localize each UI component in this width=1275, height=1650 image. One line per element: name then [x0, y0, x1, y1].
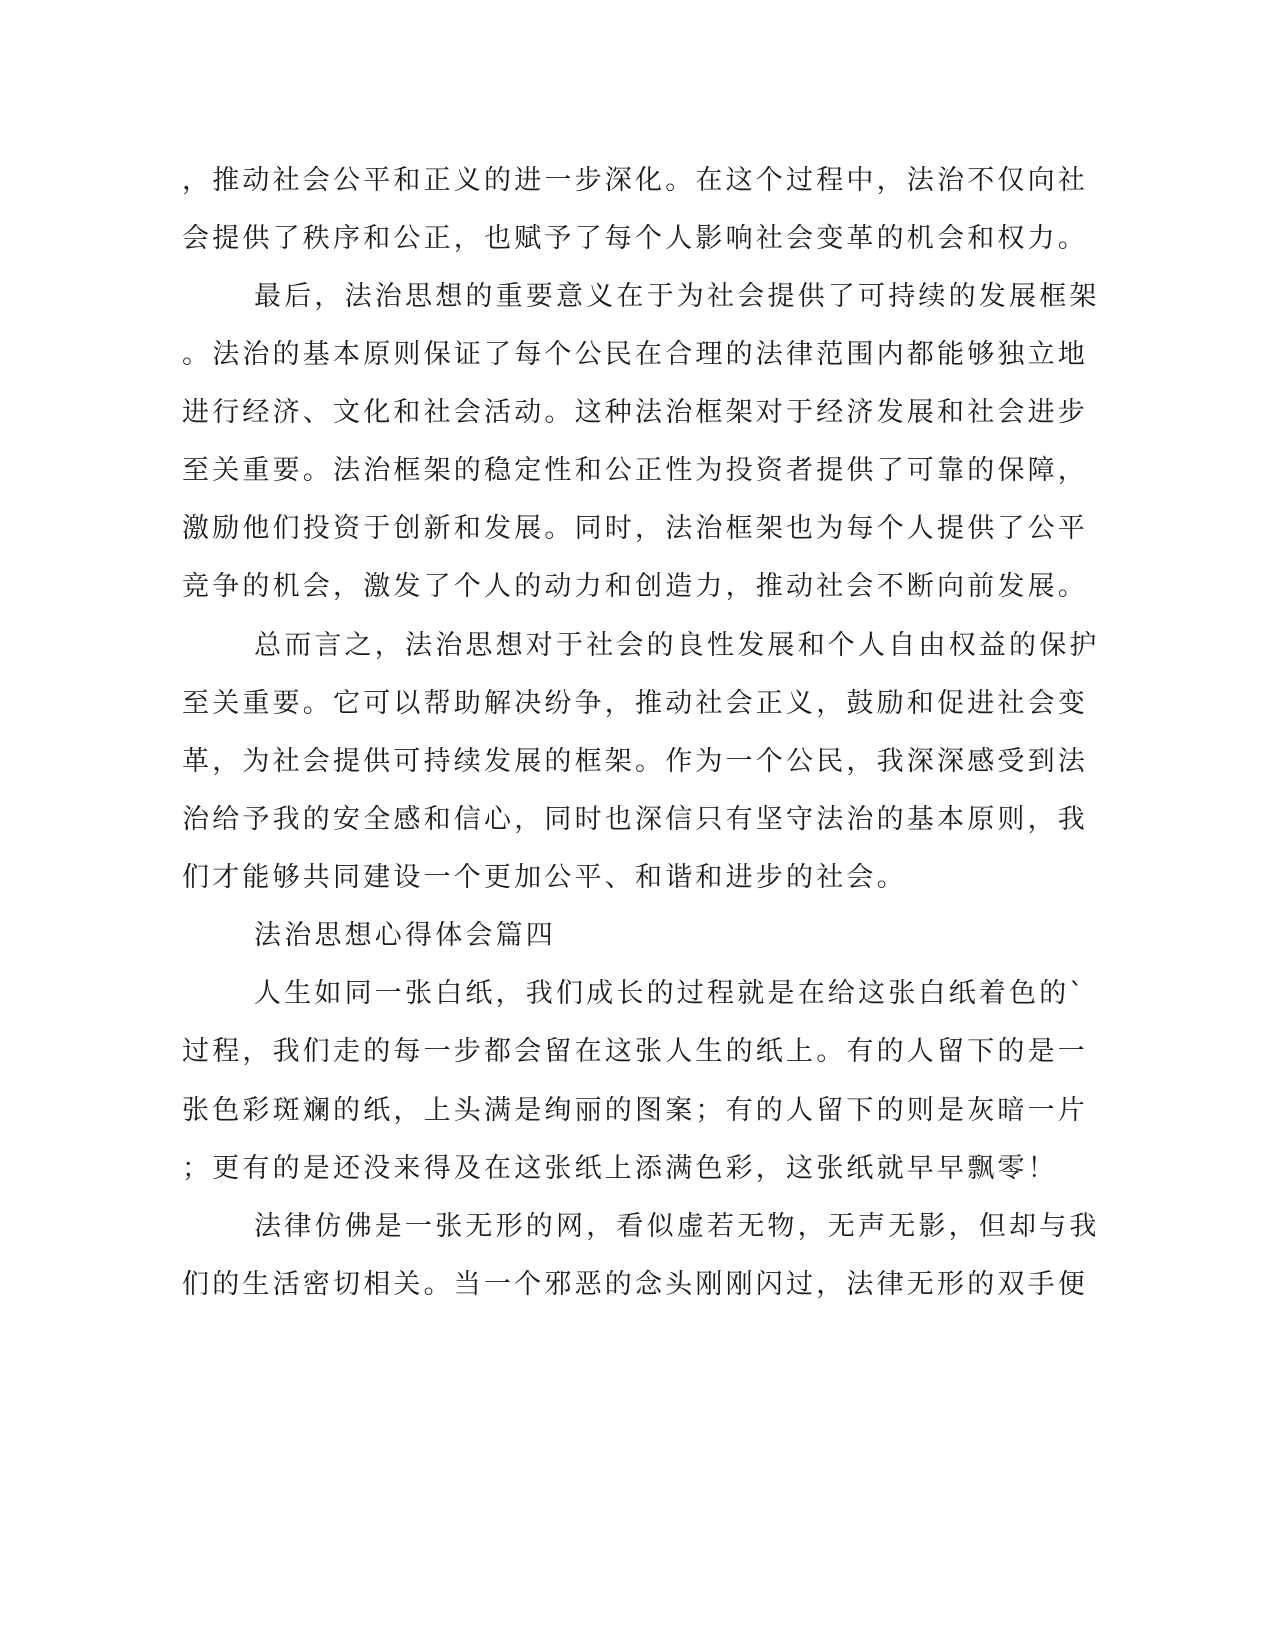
paragraph-line: 张色彩斑斓的纸，上头满是绚丽的图案；有的人留下的则是灰暗一片	[182, 1095, 1088, 1126]
paragraph-line: 激励他们投资于创新和发展。同时，法治框架也为每个人提供了公平	[182, 513, 1088, 544]
paragraph-line: ；更有的是还没来得及在这张纸上添满色彩，这张纸就早早飘零！	[182, 1153, 1058, 1184]
paragraph-line: 人生如同一张白纸，我们成长的过程就是在给这张白纸着色的`	[254, 978, 1087, 1009]
paragraph-line: 法律仿佛是一张无形的网，看似虚若无物，无声无影，但却与我	[254, 1211, 1100, 1242]
paragraph-line: 革，为社会提供可持续发展的框架。作为一个公民，我深深感受到法	[182, 746, 1088, 777]
paragraph-line: 会提供了秩序和公正，也赋予了每个人影响社会变革的机会和权力。	[182, 223, 1088, 254]
section-heading: 法治思想心得体会篇四	[254, 920, 556, 951]
paragraph-line: 至关重要。它可以帮助解决纷争，推动社会正义，鼓励和促进社会变	[182, 688, 1088, 719]
paragraph-line: 治给予我的安全感和信心，同时也深信只有坚守法治的基本原则，我	[182, 804, 1088, 835]
paragraph-line: 们的生活密切相关。当一个邪恶的念头刚刚闪过，法律无形的双手便	[182, 1269, 1088, 1300]
paragraph-line: 进行经济、文化和社会活动。这种法治框架对于经济发展和社会进步	[182, 397, 1088, 428]
paragraph-line: 过程，我们走的每一步都会留在这张人生的纸上。有的人留下的是一	[182, 1036, 1088, 1067]
paragraph-line: 们才能够共同建设一个更加公平、和谐和进步的社会。	[182, 862, 907, 893]
paragraph-line: 总而言之，法治思想对于社会的良性发展和个人自由权益的保护	[254, 630, 1100, 661]
paragraph-line: ，推动社会公平和正义的进一步深化。在这个过程中，法治不仅向社	[182, 165, 1088, 196]
paragraph-line: 。法治的基本原则保证了每个公民在合理的法律范围内都能够独立地	[182, 339, 1088, 370]
paragraph-line: 最后，法治思想的重要意义在于为社会提供了可持续的发展框架	[254, 281, 1100, 312]
paragraph-line: 至关重要。法治框架的稳定性和公正性为投资者提供了可靠的保障，	[182, 455, 1088, 486]
paragraph-line: 竞争的机会，激发了个人的动力和创造力，推动社会不断向前发展。	[182, 571, 1088, 602]
